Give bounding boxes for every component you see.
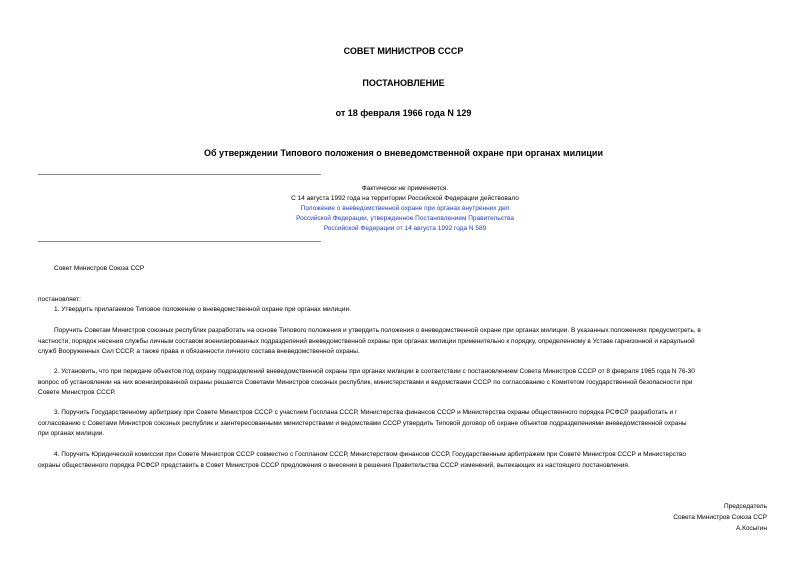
- status-note-line: С 14 августа 1992 года на территории Российской Федерации действовало: [291, 195, 519, 202]
- status-note-line: Фактически не применяется.: [361, 185, 449, 192]
- status-note: [205, 184, 605, 234]
- paragraph-line: охраны общественного порядка РСФСР представить в Совет Министров СССР предложения о внесении в решения Правительства СССР изменений, вытекающих из настоящего постановления.: [38, 461, 630, 469]
- document-title: Об утверждении Типового положения о вневедомственной охране при органах милиции: [203, 148, 603, 158]
- status-note-link[interactable]: Российской Федерации, утвержденное Постановлением Правительства: [296, 215, 514, 222]
- signatory-body: Совета Министров Союза ССР: [673, 514, 767, 521]
- signatory-name: А.Косыгин: [735, 525, 767, 532]
- paragraph-line: 4. Поручить Юридической комиссии при Совете Министров СССР совместно с Госпланом СССР, Министерством финансов СССР, Государственным арбитражем при Совете Министров СССР и Министерство: [54, 451, 686, 458]
- paragraph-2: [38, 367, 798, 399]
- signature-block: [673, 501, 767, 534]
- paragraph-3: [38, 408, 798, 440]
- paragraph-line: вопрос об установлении на них военизированной охраны решается Советами Министров союзных республик, министерствами и ведомствами СССР по согласованию с Комитетом государственной безопасности при: [38, 378, 693, 386]
- signatory-position: Председатель: [723, 503, 767, 510]
- status-note-link[interactable]: Российской Федерации от 14 августа 1992 года N 589: [323, 225, 487, 232]
- paragraph-line: 2. Установить, что при передаче объектов под охрану подразделений вневедомственной охраны при органах милиции в соответствии с постановлением Совета Министров СССР от 8 февраля 1965 года N 76-30: [54, 368, 695, 375]
- issuing-authority: СОВЕТ МИНИСТРОВ СССР: [343, 46, 464, 56]
- paragraph-1: [38, 305, 798, 316]
- paragraph-line: 1. Утвердить прилагаемое Типовое положение о вневедомственной охране при органах милиции.: [54, 306, 351, 313]
- preamble: [38, 264, 798, 275]
- note-bottom-divider: [38, 241, 321, 242]
- decision-intro-text: постановляет:: [38, 296, 81, 303]
- note-top-divider: [38, 174, 321, 175]
- document-date-number: от 18 февраля 1966 года N 129: [335, 108, 472, 118]
- paragraph-line: частности, порядок несения службы личным составом военизированных подразделений вневедомственной охраны при органах милиции применительно к порядку, определенному в Уставе гарнизонной и караульной: [38, 337, 695, 345]
- paragraph-line: Поручить Советам Министров союзных республик разработать на основе Типового положения и утвердить положения о вневедомственной охране при органах милиции. В указанных положениях предусмотреть, в: [54, 327, 701, 334]
- paragraph-line: Совете Министров СССР.: [38, 389, 116, 396]
- paragraph-line: 3. Поручить Государственному арбитражу при Совете Министров СССР с участием Госплана СССР, Министерства финансов СССР и Министерства охраны общественного порядка РСФСР разработать и г: [54, 409, 678, 416]
- document-type: ПОСТАНОВЛЕНИЕ: [362, 78, 445, 88]
- paragraph-line: согласованию с Советами Министров союзных республик и заинтересованными министерствами и ведомствами СССР утвердить Типовой договор об охране объектов подразделениями вневедомственной охраны: [38, 419, 687, 427]
- paragraph-line: при органах милиции.: [38, 430, 105, 437]
- status-note-link[interactable]: Положение о вневедомственной охране при органах внутренних дел: [300, 205, 510, 212]
- decision-intro: [38, 295, 798, 306]
- paragraph-4: [38, 450, 798, 471]
- paragraph-line: служб Вооруженных Сил СССР, а также права и обязанности личного состава вневедомственной охраны.: [38, 348, 360, 355]
- paragraph-1-extra: [38, 326, 798, 358]
- preamble-text: Совет Министров Союза ССР: [54, 265, 145, 272]
